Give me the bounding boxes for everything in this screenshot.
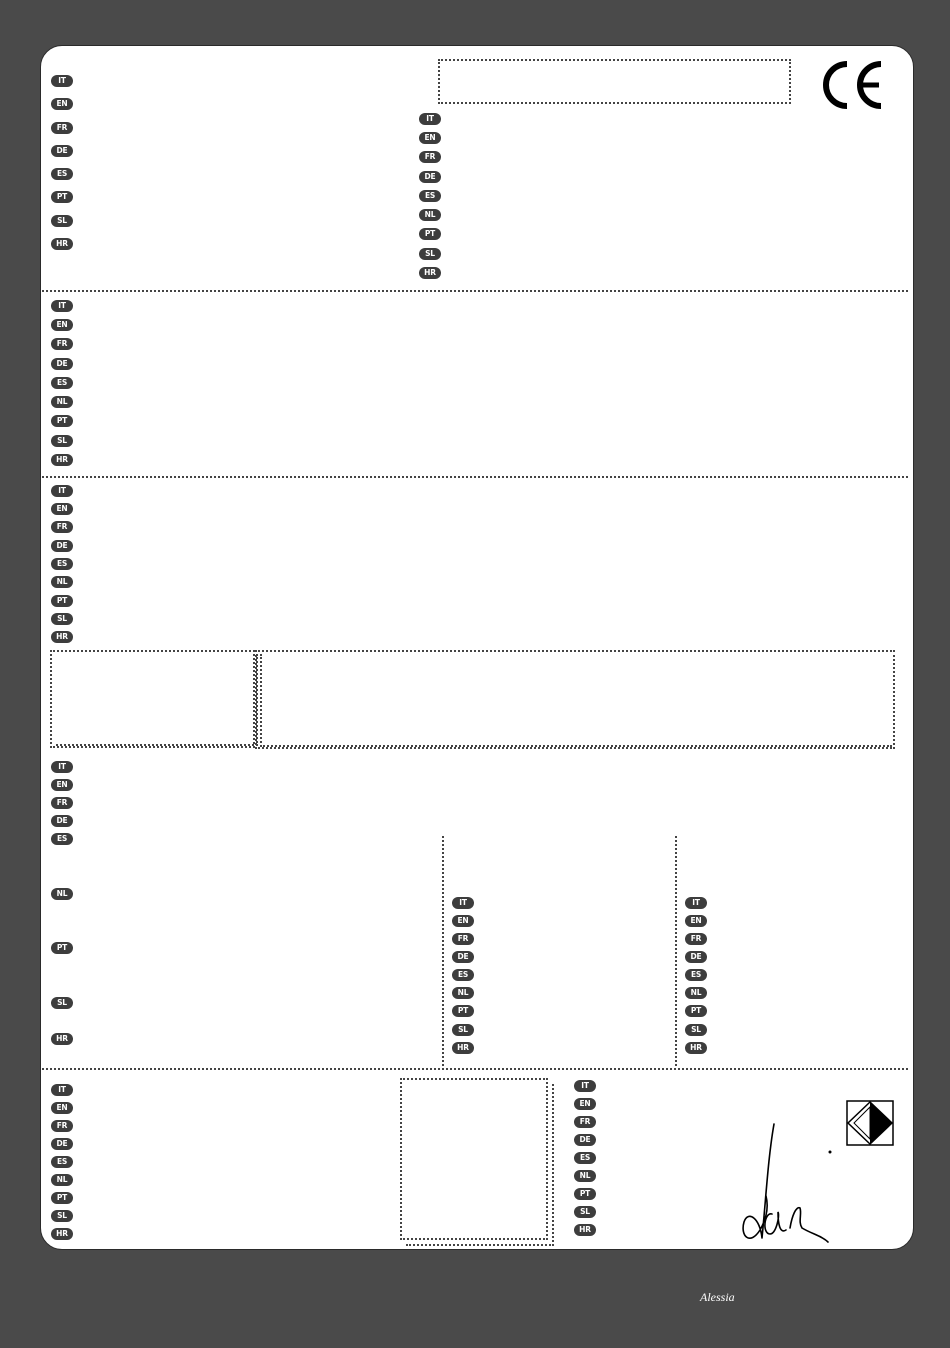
language-badge-en: EN (419, 132, 441, 144)
column-divider (675, 836, 677, 1066)
language-badge-it: IT (574, 1080, 596, 1092)
language-badge-hr: HR (685, 1042, 707, 1054)
language-badge-pt: PT (51, 942, 73, 954)
language-badge-de: DE (51, 540, 73, 552)
language-badge-de: DE (685, 951, 707, 963)
section-divider (42, 476, 908, 478)
language-badge-pt: PT (51, 595, 73, 607)
language-badge-es: ES (574, 1152, 596, 1164)
language-badge-es: ES (685, 969, 707, 981)
language-badge-en: EN (685, 915, 707, 927)
language-badge-hr: HR (574, 1224, 596, 1236)
language-badge-de: DE (574, 1134, 596, 1146)
language-badge-hr: HR (51, 454, 73, 466)
language-badge-es: ES (51, 833, 73, 845)
language-badge-fr: FR (51, 521, 73, 533)
language-badge-sl: SL (452, 1024, 474, 1036)
language-badge-nl: NL (51, 576, 73, 588)
language-badge-de: DE (51, 145, 73, 157)
language-badge-es: ES (51, 558, 73, 570)
language-badge-hr: HR (452, 1042, 474, 1054)
column-divider (442, 836, 444, 1066)
language-badge-sl: SL (685, 1024, 707, 1036)
language-badge-de: DE (452, 951, 474, 963)
language-badge-sl: SL (419, 248, 441, 260)
language-badge-de: DE (51, 1138, 73, 1150)
language-badge-it: IT (452, 897, 474, 909)
section-divider (42, 290, 908, 292)
language-badge-sl: SL (51, 1210, 73, 1222)
language-badge-nl: NL (51, 1174, 73, 1186)
language-badge-en: EN (51, 503, 73, 515)
language-badge-sl: SL (51, 613, 73, 625)
language-badge-fr: FR (452, 933, 474, 945)
language-badge-it: IT (419, 113, 441, 125)
language-badge-pt: PT (51, 415, 73, 427)
language-badge-hr: HR (51, 1228, 73, 1240)
product-image-box-inner (56, 654, 258, 746)
language-badge-nl: NL (419, 209, 441, 221)
language-badge-hr: HR (51, 238, 73, 250)
language-badge-fr: FR (51, 338, 73, 350)
language-badge-fr: FR (51, 122, 73, 134)
language-badge-it: IT (51, 1084, 73, 1096)
language-badge-it: IT (51, 300, 73, 312)
language-badge-es: ES (419, 190, 441, 202)
language-badge-pt: PT (51, 191, 73, 203)
language-badge-pt: PT (51, 1192, 73, 1204)
language-badge-en: EN (51, 98, 73, 110)
language-badge-de: DE (51, 358, 73, 370)
language-badge-de: DE (51, 815, 73, 827)
logo-icon (846, 1100, 894, 1146)
language-badge-pt: PT (574, 1188, 596, 1200)
language-badge-hr: HR (419, 267, 441, 279)
brand-name: Alessia (700, 1290, 735, 1304)
language-badge-pt: PT (419, 228, 441, 240)
language-badge-en: EN (51, 779, 73, 791)
language-badge-es: ES (51, 1156, 73, 1168)
language-badge-hr: HR (51, 1033, 73, 1045)
language-badge-fr: FR (685, 933, 707, 945)
model-code-box (438, 59, 791, 104)
description-box-inner (260, 654, 892, 747)
language-badge-hr: HR (51, 631, 73, 643)
language-badge-en: EN (452, 915, 474, 927)
ce-mark-icon (819, 60, 885, 110)
language-badge-fr: FR (574, 1116, 596, 1128)
signature-icon (738, 1118, 838, 1248)
section-divider (42, 1068, 908, 1070)
language-badge-es: ES (452, 969, 474, 981)
language-badge-sl: SL (51, 435, 73, 447)
language-badge-en: EN (574, 1098, 596, 1110)
language-badge-it: IT (51, 485, 73, 497)
language-badge-fr: FR (419, 151, 441, 163)
stamp-box-inner (406, 1084, 554, 1246)
language-badge-fr: FR (51, 797, 73, 809)
language-badge-sl: SL (51, 997, 73, 1009)
language-badge-en: EN (51, 319, 73, 331)
language-badge-it: IT (685, 897, 707, 909)
language-badge-nl: NL (51, 396, 73, 408)
language-badge-es: ES (51, 168, 73, 180)
language-badge-fr: FR (51, 1120, 73, 1132)
language-badge-pt: PT (685, 1005, 707, 1017)
language-badge-nl: NL (685, 987, 707, 999)
language-badge-pt: PT (452, 1005, 474, 1017)
language-badge-it: IT (51, 761, 73, 773)
language-badge-sl: SL (51, 215, 73, 227)
language-badge-es: ES (51, 377, 73, 389)
language-badge-nl: NL (51, 888, 73, 900)
language-badge-de: DE (419, 171, 441, 183)
language-badge-sl: SL (574, 1206, 596, 1218)
language-badge-nl: NL (574, 1170, 596, 1182)
language-badge-nl: NL (452, 987, 474, 999)
language-badge-it: IT (51, 75, 73, 87)
language-badge-en: EN (51, 1102, 73, 1114)
